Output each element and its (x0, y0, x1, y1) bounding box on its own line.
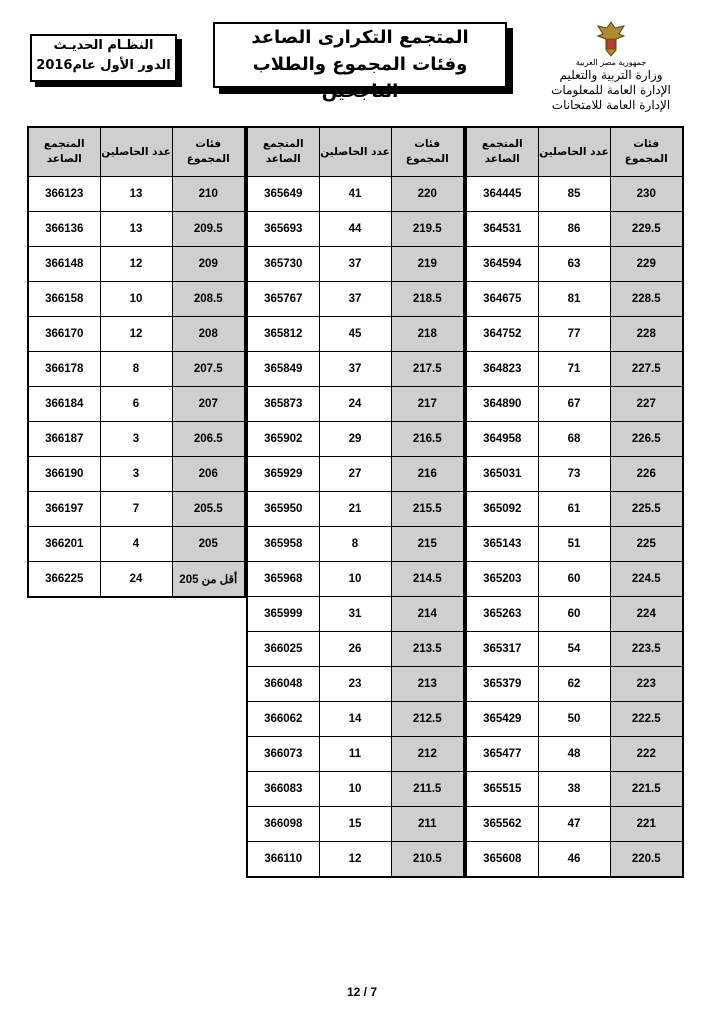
cumulative-cell: 365693 (247, 212, 319, 247)
category-cell: 226.5 (610, 422, 683, 457)
page-title-line2: وفئات المجموع والطلاب الناجحين (252, 54, 468, 102)
category-cell: أقل من 205 (172, 562, 245, 598)
count-cell: 12 (100, 317, 172, 352)
cumulative-cell: 365317 (466, 632, 538, 667)
cumulative-cell: 365929 (247, 457, 319, 492)
cumulative-cell: 365092 (466, 492, 538, 527)
category-cell: 210 (172, 177, 245, 212)
count-cell: 10 (100, 282, 172, 317)
results-table-right (465, 126, 684, 878)
category-cell: 212.5 (391, 702, 464, 737)
cumulative-cell: 366110 (247, 842, 319, 878)
ministry-name: وزارة التربية والتعليم (559, 68, 663, 82)
table-row (247, 247, 464, 282)
cumulative-cell: 364594 (466, 247, 538, 282)
table-row (247, 492, 464, 527)
cumulative-cell: 366123 (28, 177, 100, 212)
results-table-left (27, 126, 246, 598)
page-title-line1: المتجمع التكرارى الصاعد (251, 27, 469, 48)
cumulative-cell: 365031 (466, 457, 538, 492)
cumulative-cell: 366158 (28, 282, 100, 317)
count-cell: 23 (319, 667, 391, 702)
ministry-top-label: جمهورية مصر العربية (575, 58, 647, 67)
table-row (466, 597, 683, 632)
count-cell: 3 (100, 457, 172, 492)
table-row (466, 212, 683, 247)
header-row (466, 127, 683, 177)
count-cell: 54 (538, 632, 610, 667)
table-row (247, 352, 464, 387)
cumulative-cell: 366201 (28, 527, 100, 562)
count-cell: 68 (538, 422, 610, 457)
category-cell: 216 (391, 457, 464, 492)
count-cell: 45 (319, 317, 391, 352)
table-row (466, 247, 683, 282)
count-cell: 46 (538, 842, 610, 878)
cumulative-cell: 365902 (247, 422, 319, 457)
cumulative-cell: 364890 (466, 387, 538, 422)
ministry-logo (536, 20, 686, 120)
count-cell: 13 (100, 212, 172, 247)
cumulative-cell: 365143 (466, 527, 538, 562)
count-cell: 60 (538, 597, 610, 632)
count-cell: 15 (319, 807, 391, 842)
ministry-dept-exams: الإدارة العامة للامتحانات (551, 98, 671, 112)
table-row (247, 387, 464, 422)
table-row (28, 492, 245, 527)
header-category: فئات المجموع (610, 127, 683, 177)
category-cell: 208.5 (172, 282, 245, 317)
table-row (247, 562, 464, 597)
category-cell: 211.5 (391, 772, 464, 807)
category-cell: 226 (610, 457, 683, 492)
table-row (28, 247, 245, 282)
cumulative-cell: 365429 (466, 702, 538, 737)
header-category: فئات المجموع (391, 127, 464, 177)
category-cell: 217 (391, 387, 464, 422)
count-cell: 21 (319, 492, 391, 527)
table-row (466, 352, 683, 387)
cumulative-cell: 365649 (247, 177, 319, 212)
category-cell: 228.5 (610, 282, 683, 317)
category-cell: 206 (172, 457, 245, 492)
table-row (28, 352, 245, 387)
ministry-dept-info: الإدارة العامة للمعلومات (551, 83, 671, 97)
category-cell: 225.5 (610, 492, 683, 527)
count-cell: 48 (538, 737, 610, 772)
count-cell: 29 (319, 422, 391, 457)
count-cell: 7 (100, 492, 172, 527)
table-row (466, 422, 683, 457)
category-cell: 209 (172, 247, 245, 282)
table-row (466, 527, 683, 562)
category-cell: 210.5 (391, 842, 464, 878)
table-row (466, 737, 683, 772)
count-cell: 44 (319, 212, 391, 247)
table-row (247, 597, 464, 632)
count-cell: 73 (538, 457, 610, 492)
table-row (466, 702, 683, 737)
table-row (466, 772, 683, 807)
count-cell: 63 (538, 247, 610, 282)
count-cell: 24 (319, 387, 391, 422)
system-label-box (30, 34, 177, 82)
cumulative-cell: 365203 (466, 562, 538, 597)
count-cell: 8 (100, 352, 172, 387)
cumulative-cell: 366170 (28, 317, 100, 352)
category-cell: 223 (610, 667, 683, 702)
table-row (247, 667, 464, 702)
count-cell: 86 (538, 212, 610, 247)
count-cell: 50 (538, 702, 610, 737)
table-row (28, 282, 245, 317)
cumulative-cell: 365515 (466, 772, 538, 807)
cumulative-cell: 366148 (28, 247, 100, 282)
table-row (247, 212, 464, 247)
category-cell: 219.5 (391, 212, 464, 247)
category-cell: 225 (610, 527, 683, 562)
results-table-middle (246, 126, 465, 878)
category-cell: 230 (610, 177, 683, 212)
table-row (28, 317, 245, 352)
count-cell: 77 (538, 317, 610, 352)
count-cell: 37 (319, 282, 391, 317)
table-row (247, 177, 464, 212)
cumulative-cell: 365950 (247, 492, 319, 527)
category-cell: 214.5 (391, 562, 464, 597)
count-cell: 12 (100, 247, 172, 282)
count-cell: 10 (319, 772, 391, 807)
cumulative-cell: 365968 (247, 562, 319, 597)
table-row (247, 702, 464, 737)
count-cell: 61 (538, 492, 610, 527)
table-row (28, 457, 245, 492)
count-cell: 4 (100, 527, 172, 562)
category-cell: 214 (391, 597, 464, 632)
cumulative-cell: 366190 (28, 457, 100, 492)
cumulative-cell: 365873 (247, 387, 319, 422)
table-row (466, 667, 683, 702)
count-cell: 27 (319, 457, 391, 492)
category-cell: 227 (610, 387, 683, 422)
count-cell: 24 (100, 562, 172, 598)
category-cell: 205.5 (172, 492, 245, 527)
count-cell: 67 (538, 387, 610, 422)
table-row (466, 282, 683, 317)
table-row (247, 422, 464, 457)
count-cell: 26 (319, 632, 391, 667)
category-cell: 209.5 (172, 212, 245, 247)
category-cell: 215 (391, 527, 464, 562)
table-row (247, 632, 464, 667)
cumulative-cell: 364531 (466, 212, 538, 247)
count-cell: 85 (538, 177, 610, 212)
count-cell: 3 (100, 422, 172, 457)
cumulative-cell: 366136 (28, 212, 100, 247)
cumulative-cell: 366025 (247, 632, 319, 667)
header-cumulative: المتجمع الصاعد (466, 127, 538, 177)
count-cell: 8 (319, 527, 391, 562)
category-cell: 228 (610, 317, 683, 352)
count-cell: 10 (319, 562, 391, 597)
category-cell: 216.5 (391, 422, 464, 457)
table-row (28, 212, 245, 247)
page-number: 12 / 7 (346, 985, 378, 999)
category-cell: 211 (391, 807, 464, 842)
table-row (466, 807, 683, 842)
cumulative-cell: 366197 (28, 492, 100, 527)
count-cell: 62 (538, 667, 610, 702)
header-count: عدد الحاصلين (319, 127, 391, 177)
cumulative-cell: 366184 (28, 387, 100, 422)
count-cell: 60 (538, 562, 610, 597)
cumulative-cell: 365730 (247, 247, 319, 282)
category-cell: 219 (391, 247, 464, 282)
category-cell: 222 (610, 737, 683, 772)
table-row (247, 527, 464, 562)
table-row (466, 457, 683, 492)
count-cell: 37 (319, 352, 391, 387)
system-name: النظـام الحديـث (53, 38, 154, 53)
eagle-emblem-icon (594, 20, 628, 58)
cumulative-cell: 366062 (247, 702, 319, 737)
count-cell: 13 (100, 177, 172, 212)
header-row (247, 127, 464, 177)
cumulative-cell: 365849 (247, 352, 319, 387)
count-cell: 14 (319, 702, 391, 737)
table-row (28, 527, 245, 562)
cumulative-cell: 365477 (466, 737, 538, 772)
count-cell: 6 (100, 387, 172, 422)
cumulative-cell: 366225 (28, 562, 100, 598)
table-row (247, 317, 464, 352)
table-row (28, 177, 245, 212)
category-cell: 213 (391, 667, 464, 702)
table-row (247, 842, 464, 878)
count-cell: 37 (319, 247, 391, 282)
table-row (247, 807, 464, 842)
table-row (28, 387, 245, 422)
category-cell: 221.5 (610, 772, 683, 807)
count-cell: 12 (319, 842, 391, 878)
category-cell: 220.5 (610, 842, 683, 878)
category-cell: 224.5 (610, 562, 683, 597)
category-cell: 224 (610, 597, 683, 632)
table-row (466, 492, 683, 527)
category-cell: 223.5 (610, 632, 683, 667)
category-cell: 220 (391, 177, 464, 212)
header-cumulative: المتجمع الصاعد (247, 127, 319, 177)
count-cell: 51 (538, 527, 610, 562)
cumulative-cell: 366187 (28, 422, 100, 457)
cumulative-cell: 365767 (247, 282, 319, 317)
category-cell: 206.5 (172, 422, 245, 457)
table-row (28, 422, 245, 457)
table-row (466, 387, 683, 422)
cumulative-cell: 366098 (247, 807, 319, 842)
category-cell: 229.5 (610, 212, 683, 247)
category-cell: 221 (610, 807, 683, 842)
page-title-box (213, 22, 507, 102)
count-cell: 41 (319, 177, 391, 212)
cumulative-cell: 366083 (247, 772, 319, 807)
table-row (247, 737, 464, 772)
cumulative-cell: 365608 (466, 842, 538, 878)
cumulative-cell: 364752 (466, 317, 538, 352)
cumulative-cell: 364958 (466, 422, 538, 457)
count-cell: 81 (538, 282, 610, 317)
cumulative-cell: 366048 (247, 667, 319, 702)
cumulative-cell: 364823 (466, 352, 538, 387)
table-row (466, 317, 683, 352)
category-cell: 229 (610, 247, 683, 282)
table-row (247, 457, 464, 492)
cumulative-cell: 364675 (466, 282, 538, 317)
cumulative-cell: 365812 (247, 317, 319, 352)
table-row (466, 842, 683, 878)
count-cell: 38 (538, 772, 610, 807)
header-count: عدد الحاصلين (538, 127, 610, 177)
category-cell: 227.5 (610, 352, 683, 387)
cumulative-cell: 365379 (466, 667, 538, 702)
table-row (466, 177, 683, 212)
exam-round: الدور الأول عام2016 (36, 58, 171, 73)
header-cumulative: المتجمع الصاعد (28, 127, 100, 177)
header-count: عدد الحاصلين (100, 127, 172, 177)
count-cell: 11 (319, 737, 391, 772)
table-row (466, 562, 683, 597)
cumulative-cell: 366073 (247, 737, 319, 772)
header-row (28, 127, 245, 177)
category-cell: 218 (391, 317, 464, 352)
cumulative-cell: 365263 (466, 597, 538, 632)
table-row (28, 562, 245, 598)
count-cell: 71 (538, 352, 610, 387)
category-cell: 205 (172, 527, 245, 562)
category-cell: 212 (391, 737, 464, 772)
cumulative-cell: 364445 (466, 177, 538, 212)
category-cell: 208 (172, 317, 245, 352)
count-cell: 47 (538, 807, 610, 842)
cumulative-cell: 366178 (28, 352, 100, 387)
category-cell: 217.5 (391, 352, 464, 387)
category-cell: 207 (172, 387, 245, 422)
category-cell: 222.5 (610, 702, 683, 737)
category-cell: 213.5 (391, 632, 464, 667)
category-cell: 207.5 (172, 352, 245, 387)
cumulative-cell: 365562 (466, 807, 538, 842)
cumulative-cell: 365958 (247, 527, 319, 562)
table-row (466, 632, 683, 667)
table-row (247, 282, 464, 317)
category-cell: 215.5 (391, 492, 464, 527)
category-cell: 218.5 (391, 282, 464, 317)
count-cell: 31 (319, 597, 391, 632)
header-category: فئات المجموع (172, 127, 245, 177)
table-row (247, 772, 464, 807)
cumulative-cell: 365999 (247, 597, 319, 632)
